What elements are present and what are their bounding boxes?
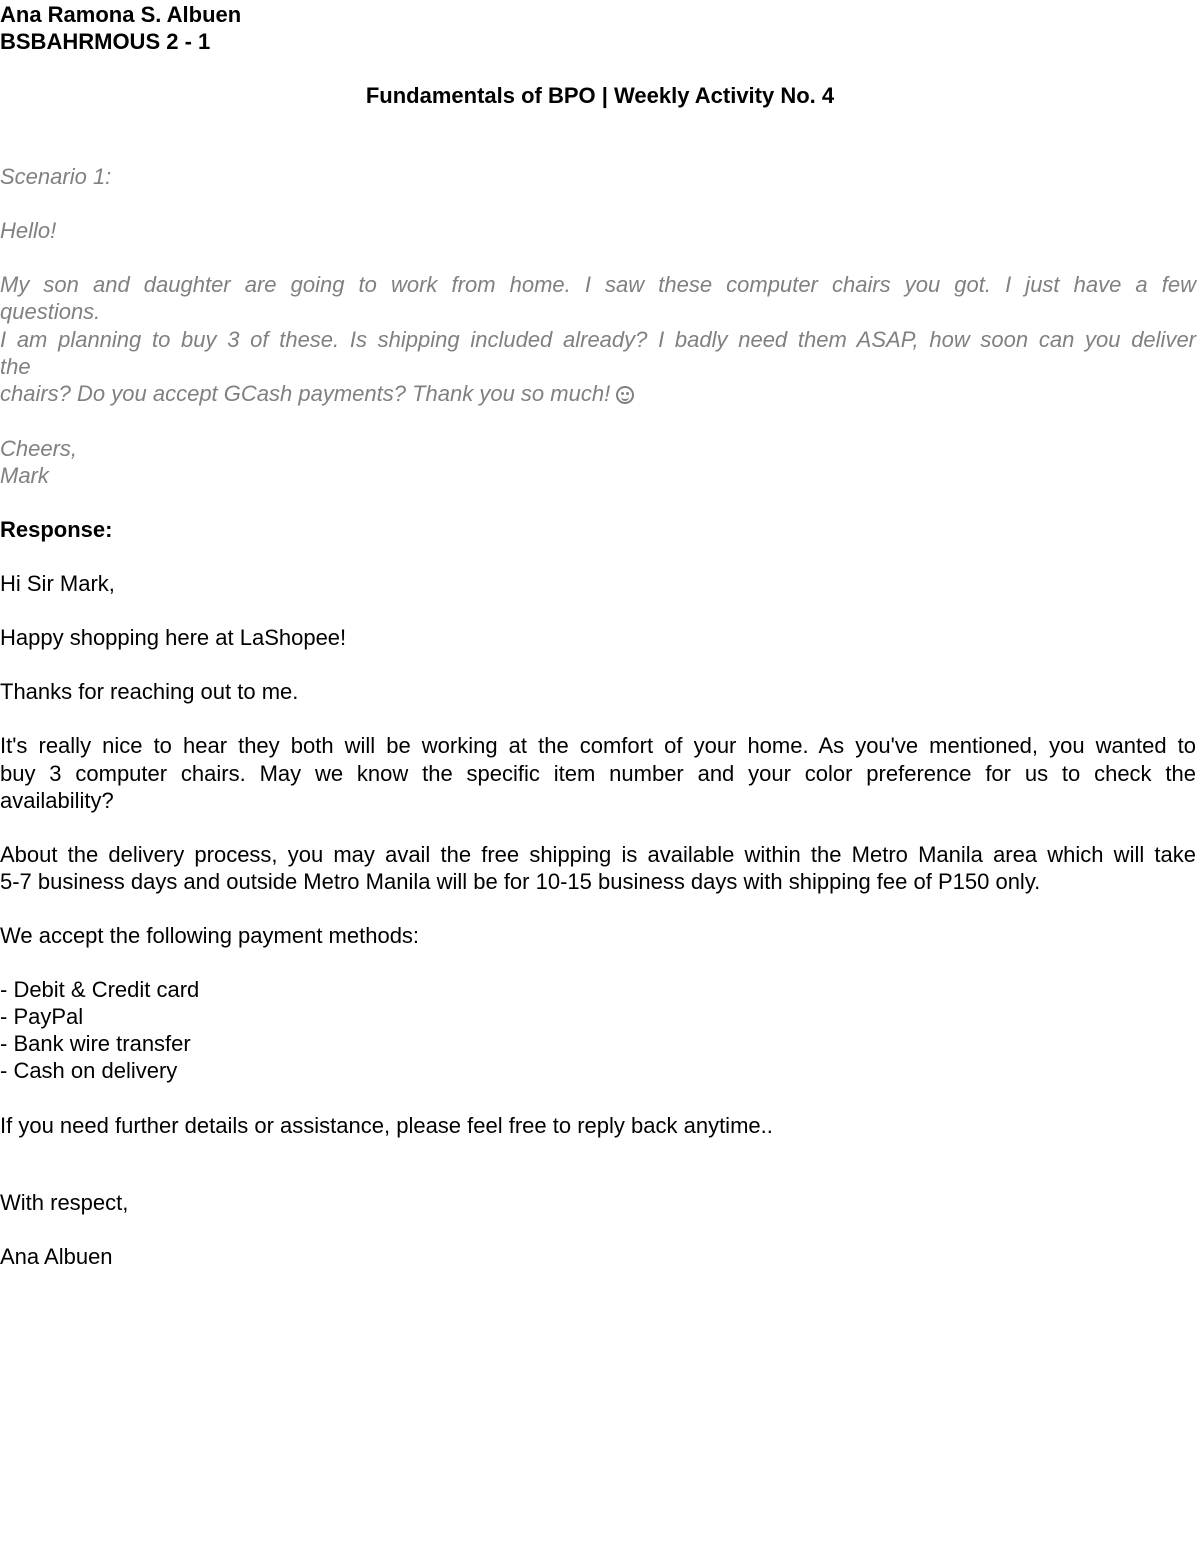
scenario-closing: Cheers, <box>0 436 78 461</box>
payment-method-item: - Debit & Credit card <box>0 977 200 1002</box>
response-paragraph-3-line-1: It's really nice to hear they both will be working at the comfort of your home. As you've mentioned, you wanted to <box>0 733 1196 758</box>
scenario-paragraph-1-line-2: questions. <box>0 299 101 324</box>
course-section: BSBAHRMOUS 2 - 1 <box>0 29 211 54</box>
response-signature: Ana Albuen <box>0 1244 113 1269</box>
response-paragraph-4-line-1: About the delivery process, you may avail the free shipping is available within the Metro Manila area which will take <box>0 842 1196 867</box>
scenario-label: Scenario 1: <box>0 164 112 189</box>
scenario-paragraph-2-line-2: the <box>0 354 31 379</box>
response-paragraph-5: We accept the following payment methods: <box>0 923 420 948</box>
response-closing: With respect, <box>0 1190 129 1215</box>
scenario-signature: Mark <box>0 463 49 488</box>
document-title: Fundamentals of BPO | Weekly Activity No. 4 <box>365 83 835 108</box>
smiling-face-icon <box>616 386 634 404</box>
scenario-paragraph-1-line-1: My son and daughter are going to work from home. I saw these computer chairs you got. I just have a few <box>0 272 1196 297</box>
scenario-paragraph-3 <box>0 380 1196 407</box>
scenario-paragraph-2-line-1: I am planning to buy 3 of these. Is shipping included already? I badly need them ASAP, how soon can you deliver <box>0 327 1196 352</box>
response-paragraph-6: If you need further details or assistance, please feel free to reply back anytime.. <box>0 1113 773 1138</box>
response-paragraph-3-line-3: availability? <box>0 788 114 813</box>
response-paragraph-2: Thanks for reaching out to me. <box>0 679 299 704</box>
response-paragraph-1: Happy shopping here at LaShopee! <box>0 625 347 650</box>
payment-method-item: - Cash on delivery <box>0 1058 178 1083</box>
response-paragraph-3-line-2: buy 3 computer chairs. May we know the specific item number and your color preference for us to check the <box>0 761 1196 786</box>
scenario-paragraph-3-text: chairs? Do you accept GCash payments? Thank you so much! <box>0 381 611 406</box>
payment-method-item: - PayPal <box>0 1004 84 1029</box>
response-label: Response: <box>0 517 113 542</box>
response-greeting: Hi Sir Mark, <box>0 571 115 596</box>
response-paragraph-4-line-2: 5-7 business days and outside Metro Manila will be for 10-15 business days with shipping fee of P150 only. <box>0 869 1041 894</box>
scenario-greeting: Hello! <box>0 218 57 243</box>
payment-method-item: - Bank wire transfer <box>0 1031 191 1056</box>
author-name: Ana Ramona S. Albuen <box>0 2 242 27</box>
